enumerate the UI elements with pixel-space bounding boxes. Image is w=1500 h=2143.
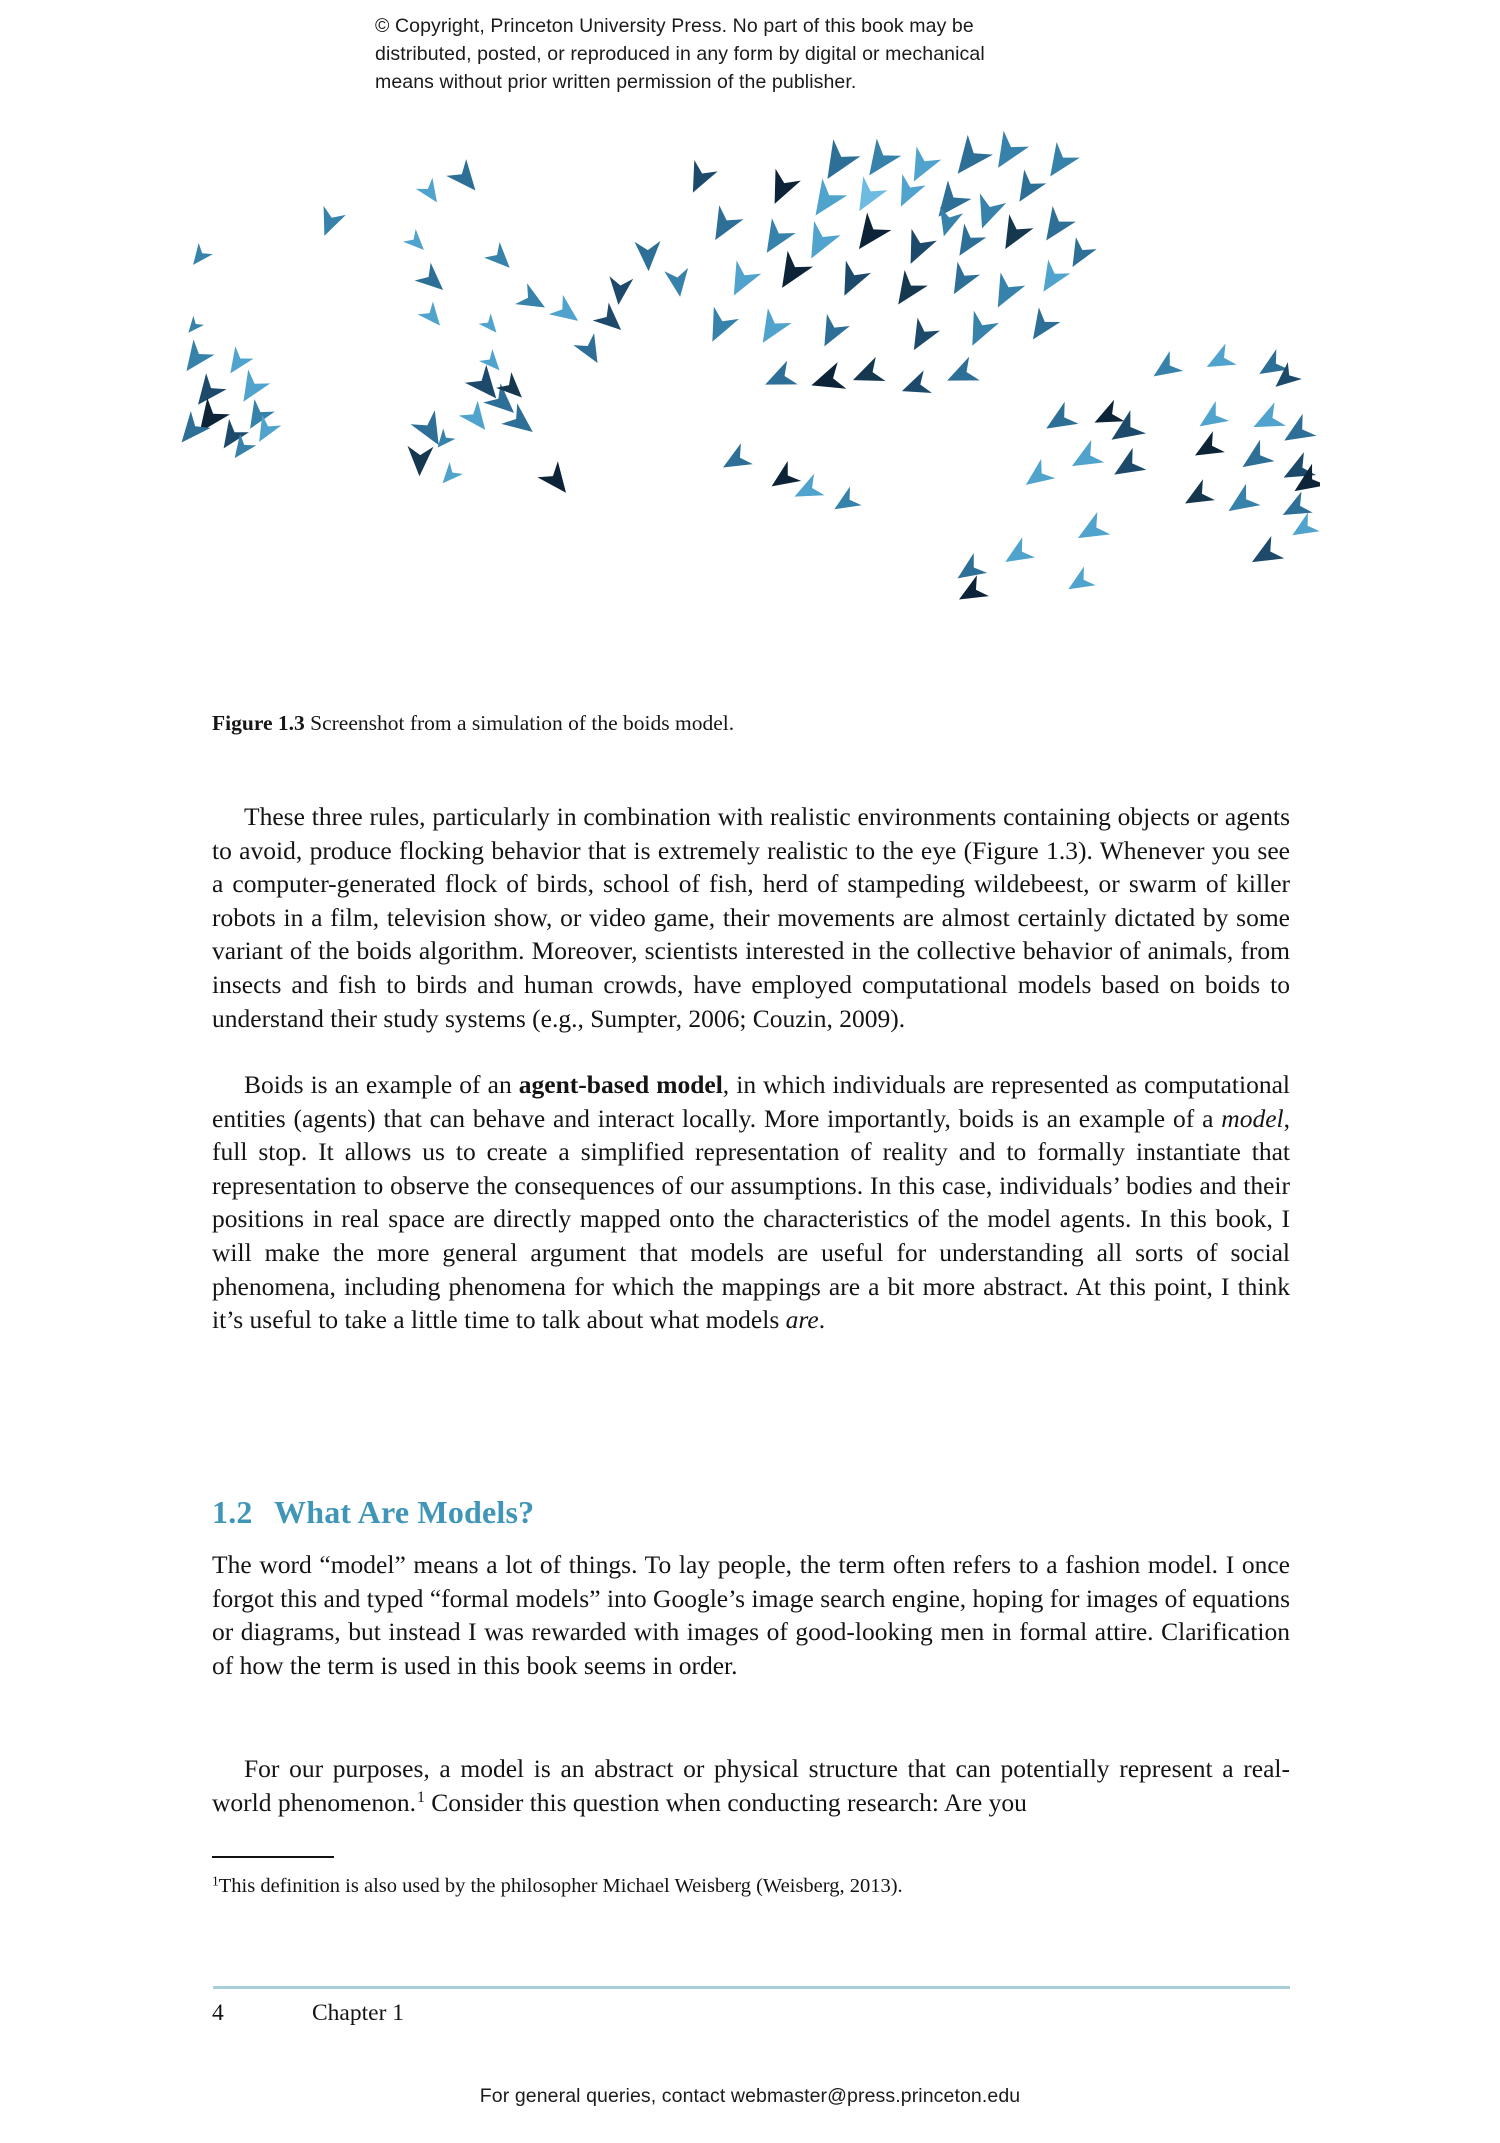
figure-1-3-boids-simulation (180, 130, 1320, 690)
boid-agent (903, 318, 940, 357)
boid-agent (180, 339, 215, 378)
chapter-label: Chapter 1 (312, 2000, 405, 2026)
boid-agent (703, 205, 743, 247)
boid-agent (418, 302, 448, 332)
boid-agent (985, 272, 1025, 314)
boid-agent (751, 308, 792, 350)
boid-agent (183, 316, 204, 337)
general-queries-line: For general queries, contact webmaster@press.princeton.edu (479, 2085, 1021, 2107)
boid-agent (515, 283, 551, 318)
page-number: 4 (212, 2000, 224, 2026)
boid-agent (1019, 459, 1055, 495)
boid-agent (459, 401, 495, 438)
boid-agent (1035, 206, 1076, 248)
boid-agent (411, 410, 451, 452)
boid-agent (1277, 414, 1316, 452)
boid-agent (1248, 402, 1286, 438)
boid-agent (985, 131, 1029, 176)
boid-agent (953, 575, 989, 610)
boid-agent (814, 139, 861, 187)
boid-agent (829, 487, 862, 519)
our-purposes-segment-2: Consider this question when conducting research: Are you (424, 1787, 1027, 1817)
boid-agent (847, 176, 887, 218)
term-agent-based-model: agent-based model (518, 1070, 723, 1099)
section-number: 1.2 (212, 1493, 253, 1530)
copyright-line-2: distributed, posted, or reproduced in any form by digital or mechanical (375, 43, 985, 66)
boid-agent (717, 443, 753, 478)
boid-agent (606, 276, 633, 306)
abm-segment-3: , full stop. It allows us to create a simplified representation of reality and to formally instantiate that representation to observe the consequences of our assumptions. In this case, individuals’ bodies and their positions in real space are directly mapped onto the characteristics of the model agents. In this book, I will make the more general argument that models are useful for understanding all sorts of social phenomena, including phenomena for which the mappings are a bit more abstract. At this point, I think it’s useful to take a little time to talk about what models (212, 1103, 1290, 1335)
paragraph-flocking-behavior (212, 800, 1290, 1035)
boid-agent (1147, 351, 1183, 386)
boid-agent (1063, 567, 1096, 599)
boid-agent (484, 242, 517, 275)
boid-agent (969, 193, 1006, 233)
boid-agent (813, 314, 850, 353)
boid-agent (807, 362, 846, 399)
boid-agent (898, 370, 932, 402)
copyright-line-3: means without prior written permission of the publisher. (375, 71, 857, 94)
boid-agent (403, 229, 430, 256)
boid-agent (1235, 440, 1274, 478)
paragraph-our-purposes (212, 1752, 1290, 1819)
boid-agent (1179, 479, 1215, 514)
boid-agent (635, 241, 662, 272)
boid-agent (798, 221, 841, 266)
boid-agent (1032, 260, 1070, 299)
boid-agent (901, 146, 941, 188)
boid-agent (232, 370, 270, 409)
page-footer (212, 2000, 1290, 2027)
boid-agent (755, 218, 796, 260)
boid-agent (721, 260, 761, 302)
figure-caption-text: Screenshot from a simulation of the boids model. (310, 711, 735, 735)
boid-agent (1008, 170, 1046, 209)
boid-agent (1221, 484, 1260, 522)
boid-agent (664, 268, 692, 299)
boid-agent (960, 311, 999, 352)
boid-agent (406, 446, 433, 477)
footnote-separator-rule (212, 1856, 334, 1858)
boid-agent (415, 263, 452, 299)
term-model-italic: model (1221, 1103, 1284, 1133)
paragraph-our-purposes-text (212, 1752, 1290, 1819)
boid-agent (999, 537, 1035, 572)
boid-agent (416, 178, 445, 208)
boid-agent (762, 169, 801, 210)
section-title: What Are Models? (274, 1493, 535, 1530)
boid-agent (760, 361, 798, 397)
boid-agent (537, 461, 576, 501)
boid-agent (700, 307, 739, 348)
boid-agent (1065, 440, 1104, 477)
paragraph-agent-based-model-text (212, 1068, 1290, 1337)
boid-agent (832, 261, 871, 302)
our-purposes-segment-1: For our purposes, a model is an abstract or physical structure that can potentially represent a real-world phenomenon. (212, 1754, 1290, 1817)
boid-simulation-canvas (180, 130, 1320, 690)
boid-agent (1287, 513, 1320, 545)
boid-agent (1193, 401, 1229, 436)
figure-caption (212, 710, 1302, 738)
boid-agent (1201, 343, 1237, 377)
boid-agent (1062, 237, 1097, 273)
footnote-1 (212, 1873, 1290, 1901)
abm-segment-2: , in which individuals are represented as computational entities (agents) that can behave and interact locally. More importantly, boids is an example of a (212, 1070, 1290, 1133)
paragraph-agent-based-model (212, 1068, 1290, 1337)
abm-segment-1: Boids is an example of an (244, 1070, 519, 1099)
footnote-marker: 1 (212, 1873, 219, 1889)
paragraph-word-model-text: The word “model” means a lot of things. To lay people, the term often refers to a fashion model. I once forgot this and typed “formal models” into Google’s image search engine, hoping for images of equations or diagrams, but instead I was rewarded with images of good-looking men in formal attire. Clarification of how the term is used in this book seems in order. (212, 1550, 1290, 1680)
boid-agent (1107, 448, 1146, 486)
boid-agent (478, 313, 502, 337)
boid-agent (803, 179, 847, 224)
boid-agent (1039, 142, 1080, 184)
boid-agent (573, 333, 608, 369)
copyright-banner (375, 12, 1115, 96)
boid-agent (479, 349, 506, 376)
footnote-text: This definition is also used by the philosopher Michael Weisberg (Weisberg, 2013). (218, 1875, 903, 1897)
boid-agent (765, 461, 801, 496)
boid-agent (898, 229, 937, 270)
abm-segment-4: . (818, 1305, 826, 1335)
boid-agent (993, 214, 1033, 256)
boid-agent (951, 553, 987, 588)
boid-agent (1071, 512, 1110, 549)
copyright-line-1: © Copyright, Princeton University Press. No part of this book may be (375, 15, 974, 37)
boid-agent (186, 243, 213, 270)
boid-agent (848, 357, 885, 392)
section-heading-1-2 (212, 1494, 534, 1531)
boid-agent (942, 357, 980, 393)
boid-agent (943, 262, 980, 301)
boid-agent (948, 224, 986, 263)
paragraph-flocking-text: These three rules, particularly in combination with realistic environments containing objects or agents to avoid, produce flocking behavior that is extremely realistic to the eye (Figure 1.3). Whenever you see a computer-generated flock of birds, school of fish, herd of stampeding wildebeest, or swarm of killer robots in a film, television show, or video game, their movements are almost certainly dictated by some variant of the boids algorithm. Moreover, scientists interested in the collective behavior of animals, from insects and fish to birds and human crowds, have employed computational models based on boids to understand their study systems (e.g., Sumpter, 2006; Couzin, 2009). (212, 802, 1290, 1033)
boid-agent (593, 303, 630, 339)
boid-agent (889, 174, 925, 212)
boid-agent (681, 160, 717, 198)
paragraph-word-model (212, 1548, 1290, 1682)
boid-agent (945, 135, 993, 184)
boid-agent (446, 159, 485, 199)
boid-agent (769, 251, 813, 296)
boid-agent (549, 295, 585, 331)
boid-agent (313, 206, 346, 241)
figure-caption-label: Figure 1.3 (212, 711, 305, 735)
boid-agent (436, 462, 463, 489)
boid-agent (1022, 307, 1060, 346)
boid-agent (1245, 536, 1284, 573)
term-are-italic: are (785, 1305, 819, 1335)
boid-agent (847, 212, 892, 258)
boid-agent (887, 270, 928, 312)
footer-rule (213, 1986, 1290, 1989)
boid-agent (1039, 402, 1078, 440)
footnote-reference-1[interactable]: 1 (416, 1789, 425, 1807)
boid-agent (1189, 431, 1225, 466)
